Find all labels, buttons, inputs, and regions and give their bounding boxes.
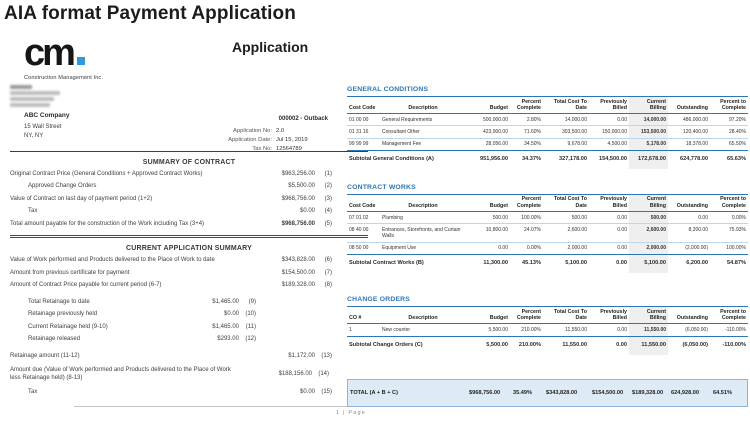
row-amount: $0.00: [223, 311, 239, 318]
column-header: Percent Complete: [510, 194, 543, 211]
row-label: Value of Work performed and Products delivered to the Place of Work to date: [10, 257, 215, 264]
report-page-right: [347, 86, 748, 407]
blurred-line: [10, 85, 32, 89]
subtotal-value: 5,100.00: [565, 260, 587, 267]
table-cell: -110.00%: [710, 324, 748, 336]
table-cell: 14,000.00: [629, 114, 668, 126]
row-ref: (15): [321, 389, 332, 396]
company-name: ABC Company: [24, 111, 70, 119]
table-cell: 500,000.00: [466, 114, 510, 126]
meta-label: Tax No:: [252, 145, 272, 152]
cost-table-section: [347, 86, 748, 169]
row-label: Tax: [28, 208, 38, 215]
cost-tables: [347, 86, 748, 355]
logo-subtitle: Construction Management Inc.: [24, 75, 103, 81]
company-logo: [24, 33, 368, 81]
column-header: Previously Billed: [589, 97, 629, 114]
subtotal-value: 154,500.00: [599, 155, 627, 162]
row-ref: (10): [245, 311, 256, 318]
row-amount: $0.00: [299, 208, 315, 215]
table-cell: 303,500.00: [543, 126, 589, 138]
row-ref: (14): [318, 370, 329, 377]
section-divider: [10, 235, 368, 238]
row-ref: (3): [324, 195, 332, 202]
table-cell: 07 01 02: [347, 212, 380, 224]
column-header: Cost Code: [347, 194, 380, 211]
row-amount: $154,500.00: [281, 269, 315, 276]
table-cell: 28,056.00: [466, 138, 510, 150]
table-cell: 01 31 16: [347, 126, 380, 138]
header-row: [347, 97, 748, 114]
subtotal-value: (6,050.00): [682, 341, 708, 348]
table-row: [347, 138, 748, 150]
meta-label: Application Date:: [228, 136, 272, 143]
column-header: Total Cost To Date: [543, 194, 589, 211]
column-header: Description: [380, 97, 466, 114]
summary-row: [10, 171, 332, 179]
meta-value: 2.0: [276, 128, 285, 134]
row-ref: (8): [324, 282, 332, 289]
retainage-row: [10, 336, 256, 344]
grand-total-value: 64.51%: [713, 389, 732, 396]
table-cell: 10,800.00: [466, 224, 510, 243]
subtotal-value: 65.63%: [727, 155, 746, 162]
column-header: Percent Complete: [510, 307, 543, 324]
table-cell: 97.20%: [710, 114, 748, 126]
table-cell: (2,000.00): [668, 242, 710, 254]
row-label: Retainage amount (11-12): [10, 352, 80, 359]
table-title: CONTRACT WORKS: [347, 183, 416, 191]
column-header: Budget: [466, 194, 510, 211]
table-row: [347, 224, 748, 243]
retainage-amount-row: [10, 353, 332, 361]
current-application-summary-title: CURRENT APPLICATION SUMMARY: [125, 245, 253, 253]
table-cell: 0.00%: [710, 212, 748, 224]
table-cell: 0.00: [589, 324, 629, 336]
row-label: Original Contract Price (General Conditions + Approved Contract Works): [10, 170, 203, 177]
subtotal-value: 172,678.00: [629, 150, 668, 168]
row-label: Tax: [28, 389, 38, 396]
table-cell: 01 00 00: [347, 114, 380, 126]
grand-total-value: $343,828.00: [546, 389, 578, 396]
column-header: Previously Billed: [589, 307, 629, 324]
summary-row: [10, 196, 332, 204]
table-cell: 8,200.00: [668, 224, 710, 243]
table-cell: 28.40%: [710, 126, 748, 138]
header-row: [347, 194, 748, 211]
row-amount: $968,756.00: [281, 220, 315, 227]
row-amount: $1,465.00: [212, 298, 239, 305]
subtotal-value: 6,200.00: [686, 260, 708, 267]
page-title: AIA format Payment Application: [4, 3, 296, 24]
application-summary-row: [10, 257, 332, 265]
table-cell: 11,550.00: [629, 324, 668, 336]
table-cell: 500.00: [466, 212, 510, 224]
subtotal-row: [347, 336, 748, 354]
table-cell: 0.00%: [510, 242, 543, 254]
column-header: Current Billing: [629, 307, 668, 324]
column-header: Outstanding: [668, 307, 710, 324]
retainage-rows: [10, 299, 368, 344]
amount-due-row: [10, 367, 332, 382]
cost-table: [347, 306, 748, 354]
subtotal-value: 0.00: [616, 341, 627, 348]
table-cell: 100.00%: [710, 242, 748, 254]
column-header: Total Cost To Date: [543, 97, 589, 114]
grand-total-box: [347, 379, 748, 407]
table-cell: Plumbing: [380, 212, 466, 224]
meta-value: 12564789: [276, 145, 302, 152]
row-amount: $1,172.00: [288, 352, 315, 359]
column-header: Percent to Complete: [710, 307, 748, 324]
table-cell: 14,000.00: [543, 114, 589, 126]
cost-table: [347, 96, 748, 169]
row-ref: (12): [245, 336, 256, 343]
table-row: [347, 324, 748, 336]
row-ref: (11): [245, 323, 256, 330]
row-amount: $963,256.00: [281, 170, 315, 177]
table-row: [347, 242, 748, 254]
table-cell: 11,550.00: [543, 324, 589, 336]
table-cell: New counter: [380, 324, 466, 336]
row-amount: $343,828.00: [281, 257, 315, 264]
subtotal-value: 54.87%: [727, 260, 746, 267]
row-ref: (13): [321, 352, 332, 359]
row-ref: (9): [248, 298, 256, 305]
column-header: Previously Billed: [589, 194, 629, 211]
subtotal-value: 0.00: [616, 260, 627, 267]
column-header: Budget: [466, 97, 510, 114]
table-cell: 5,178.00: [629, 138, 668, 150]
table-cell: 08 40 00: [347, 224, 380, 243]
table-cell: 2.80%: [510, 114, 543, 126]
table-cell: 2,600.00: [629, 224, 668, 243]
table-cell: 500.00: [543, 212, 589, 224]
subtotal-value: 210.00%: [518, 341, 541, 348]
table-cell: 150,000.00: [589, 126, 629, 138]
subtotal-value: 11,550.00: [562, 341, 587, 348]
table-cell: Entrances, Storefronts, and Curtain Walls: [380, 224, 466, 243]
row-amount: $1,465.00: [212, 323, 239, 330]
blurred-line: [10, 97, 54, 101]
subtotal-value: 11,550.00: [629, 336, 668, 354]
subtotal-label: Subtotal General Conditions (A): [349, 155, 434, 162]
table-cell: 24.07%: [510, 224, 543, 243]
row-ref: (1): [324, 170, 332, 177]
table-cell: 71.60%: [510, 126, 543, 138]
blurred-line: [10, 91, 60, 95]
row-label: Amount due (Value of Work performed and Products delivered to the Place of Work less Retainage held) (8-13): [10, 367, 231, 381]
table-cell: 120,400.00: [668, 126, 710, 138]
row-ref: (2): [324, 183, 332, 190]
cost-table-section: [347, 184, 748, 273]
column-header: CO #: [347, 307, 380, 324]
subtotal-value: 34.37%: [522, 155, 541, 162]
address-line-1: 15 Wall Street: [24, 123, 62, 130]
column-header: Current Billing: [629, 194, 668, 211]
row-ref: (7): [324, 269, 332, 276]
column-header: Percent to Complete: [710, 194, 748, 211]
retainage-row: [10, 299, 256, 307]
project-code: 000002 - Outback: [278, 116, 328, 122]
grand-total-value: $154,500.00: [592, 389, 624, 396]
application-meta: [204, 127, 328, 154]
column-header: Description: [380, 307, 466, 324]
row-amount: $189,328.00: [281, 282, 315, 289]
table-cell: 4,500.00: [589, 138, 629, 150]
row-label: Value of Contract on last day of payment period (1+2): [10, 195, 153, 202]
table-cell: 500.00: [629, 212, 668, 224]
table-cell: 5,500.00: [466, 324, 510, 336]
table-cell: 0.00: [589, 242, 629, 254]
summary-of-contract-title: SUMMARY OF CONTRACT: [142, 158, 236, 166]
table-cell: 423,900.00: [466, 126, 510, 138]
column-header: Percent to Complete: [710, 97, 748, 114]
column-header: Outstanding: [668, 194, 710, 211]
table-row: [347, 114, 748, 126]
subtotal-label: Subtotal Change Orders (C): [349, 341, 423, 348]
table-title: CHANGE ORDERS: [347, 296, 411, 304]
table-cell: 2,600.00: [543, 224, 589, 243]
table-cell: 65.50%: [710, 138, 748, 150]
row-ref: (6): [324, 257, 332, 264]
meta-label: Application No:: [233, 128, 272, 134]
grand-total-label: TOTAL (A + B + C): [350, 389, 398, 396]
table-cell: 75.93%: [710, 224, 748, 243]
table-cell: General Requirements: [380, 114, 466, 126]
subtotal-value: 951,956.00: [480, 155, 508, 162]
retainage-row: [10, 324, 256, 332]
cost-table: [347, 194, 748, 273]
table-cell: Consultant Other: [380, 126, 466, 138]
subtotal-value: 45.13%: [522, 260, 541, 267]
summary-row: [10, 221, 332, 229]
table-cell: 99 99 99: [347, 138, 380, 150]
current-application-rows: [10, 257, 368, 290]
row-amount: $5,500.00: [288, 183, 315, 190]
subtotal-row: [347, 150, 748, 168]
meta-row: [204, 127, 328, 136]
footer-divider: [74, 406, 368, 407]
row-label: Total Retainage to date: [28, 298, 90, 305]
application-heading: Application: [232, 39, 309, 55]
blurred-address-block: [10, 85, 368, 107]
table-title: GENERAL CONDITIONS: [347, 86, 429, 93]
row-label: Amount from previous certificate for payment: [10, 269, 130, 276]
table-cell: 1: [347, 324, 380, 336]
retainage-row: [10, 311, 256, 319]
report-page-left: [10, 33, 368, 416]
application-summary-row: [10, 270, 332, 278]
grand-total-value: $968,756.00: [469, 389, 501, 396]
address-line-2: NY, NY: [24, 133, 44, 140]
meta-value: Jul 15, 2019: [276, 136, 308, 143]
table-cell: 18,378.00: [668, 138, 710, 150]
table-cell: 9,678.00: [543, 138, 589, 150]
column-header: Current Billing: [629, 97, 668, 114]
row-amount: $293.00: [217, 336, 239, 343]
summary-of-contract-rows: [10, 171, 368, 229]
row-label: Approved Change Orders: [28, 183, 97, 190]
table-cell: 2,000.00: [629, 242, 668, 254]
grand-total-value: 35.49%: [513, 389, 532, 396]
subtotal-value: 5,100.00: [629, 255, 668, 273]
summary-row: [10, 208, 332, 216]
subtotal-label: Subtotal Contract Works (B): [349, 260, 424, 267]
row-label: Retainage released: [28, 336, 81, 343]
grand-total-table: [348, 380, 749, 406]
grand-total-row: [348, 380, 749, 406]
meta-row: [204, 136, 328, 145]
row-label: Current Retainage held (9-10): [28, 323, 108, 330]
row-label: Amount of Contract Price payable for current period (6-7): [10, 282, 162, 289]
table-cell: 0.00: [466, 242, 510, 254]
subtotal-value: 624,778.00: [680, 155, 708, 162]
page-number-footer: 1 | Page: [336, 409, 366, 416]
table-cell: 100.00%: [510, 212, 543, 224]
logo-dot-icon: [77, 57, 85, 65]
tax-row: [10, 389, 332, 397]
header-row: [347, 307, 748, 324]
table-row: [347, 126, 748, 138]
table-cell: 34.50%: [510, 138, 543, 150]
row-ref: (5): [324, 220, 332, 227]
meta-row: [204, 145, 328, 154]
grand-total-value: 624,928.00: [671, 389, 699, 396]
application-summary-row: [10, 282, 332, 290]
table-cell: 2,000.00: [543, 242, 589, 254]
table-cell: 0.00: [668, 212, 710, 224]
row-label: Retainage previously held: [28, 311, 98, 318]
row-amount: $0.00: [299, 389, 315, 396]
table-cell: (6,050.00): [668, 324, 710, 336]
table-cell: Equipment Use: [380, 242, 466, 254]
table-cell: 0.00: [589, 114, 629, 126]
column-header: Cost Code: [347, 97, 380, 114]
summary-row: [10, 183, 332, 191]
row-label: Total amount payable for the construction of the Work including Tax (3+4): [10, 220, 205, 227]
table-cell: 210.00%: [510, 324, 543, 336]
subtotal-value: 5,500.00: [486, 341, 508, 348]
column-header: Budget: [466, 307, 510, 324]
column-header: Outstanding: [668, 97, 710, 114]
table-cell: 08 50 00: [347, 242, 380, 254]
column-header: Description: [380, 194, 466, 211]
table-row: [347, 212, 748, 224]
table-cell: Management Fee: [380, 138, 466, 150]
column-header: Percent Complete: [510, 97, 543, 114]
logo-text: cm: [24, 32, 73, 74]
row-amount: $188,156.00: [278, 370, 312, 377]
table-cell: 0.00: [589, 212, 629, 224]
grand-total-value: $189,328.00: [632, 389, 664, 396]
subtotal-value: 327,178.00: [559, 155, 587, 162]
subtotal-value: 11,300.00: [483, 260, 508, 267]
row-ref: (4): [324, 208, 332, 215]
table-cell: 0.00: [589, 224, 629, 243]
subtotal-row: [347, 255, 748, 273]
cost-table-section: [347, 296, 748, 354]
blurred-line: [10, 103, 50, 107]
column-header: Total Cost To Date: [543, 307, 589, 324]
subtotal-value: -110.00%: [722, 341, 746, 348]
row-amount: $968,756.00: [281, 195, 315, 202]
table-cell: 153,500.00: [629, 126, 668, 138]
table-cell: 486,000.00: [668, 114, 710, 126]
